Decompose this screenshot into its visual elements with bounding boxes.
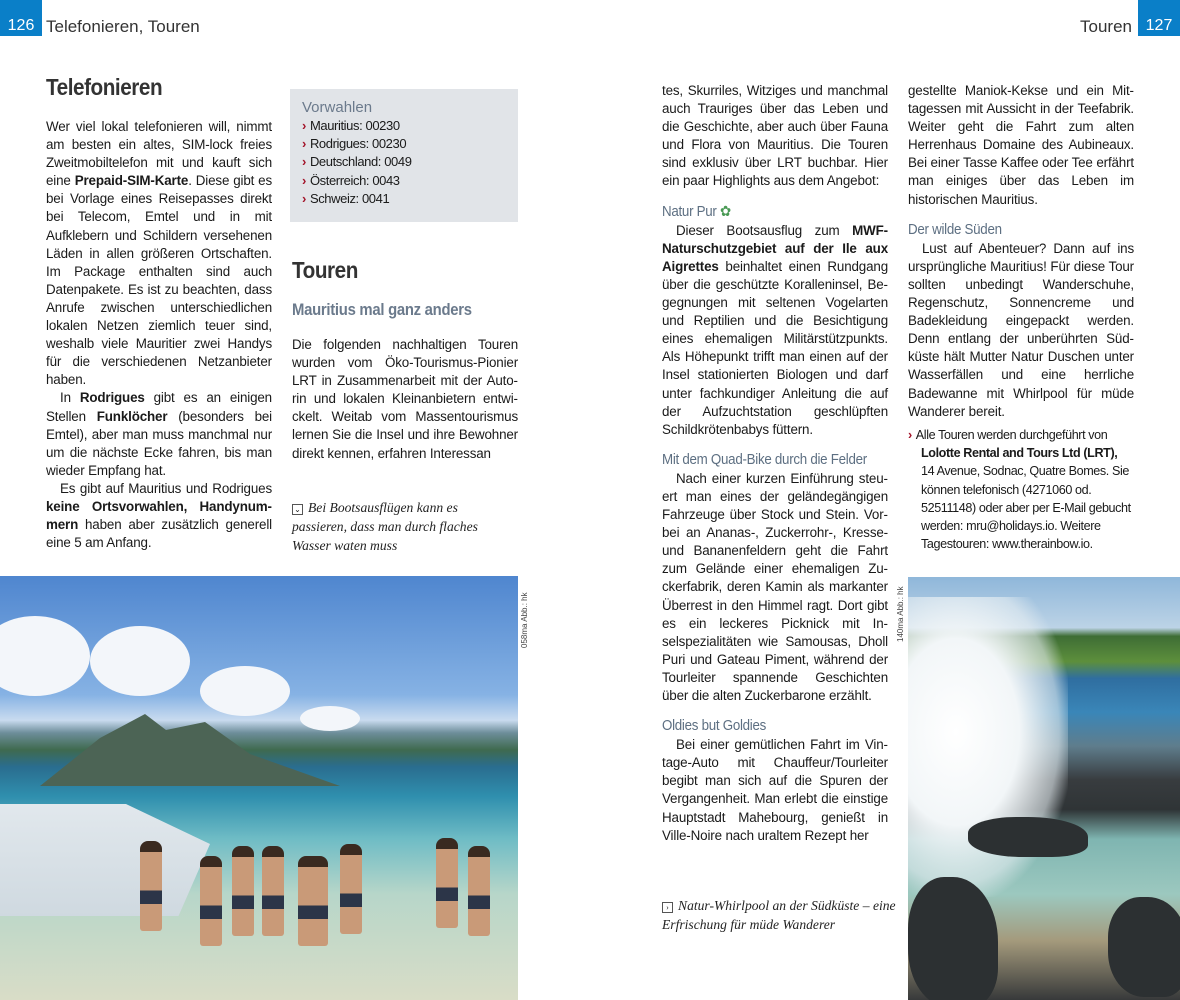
photo-boat-excursion [0, 576, 518, 1000]
photo-credit-right: 140ma Abb.: hk [896, 586, 905, 642]
text-run: Nach einer kurzen Einführung steuert man eines der geländegängigen Fahrzeuge über Stock und Stein. Vorbei an Ananas-, Zuckerrohr-, Kresse- und Bananenfeldern geht die Fahrt zum Gelände einer ehemaligen Zuckerfabrik, deren Kamin als markanter Überrest in den Himmel ragt. Dort gibt es ein leckeres Picknick mit Inselspezialitäten wie Samousas, Dholl Puri und Gateau Piment, während der Tourleiter spannende Geschichten über die alten Zuckerbarone erzählt. [662, 470, 888, 703]
chevron-right-icon: › [302, 172, 306, 188]
paragraph [662, 470, 888, 705]
text-run: In [60, 390, 80, 406]
text-run: Lust auf Abenteuer? Dann auf ins ursprüngliche Mauritius! Für diese Tour sollten unbedingt Wanderschuhe, Regenschutz, Sonnencreme und Badekleidung eingepackt werden. Denn entlang der unberührten Südküste hält Mutter Natur Duschen unter Wasserfällen und eine herrliche Badewanne mit Whirlpool für müde Wanderer bereit. [908, 240, 1134, 419]
info-company: Lolotte Rental and Tours Ltd (LRT), [921, 446, 1118, 461]
vorwahl-item [302, 172, 506, 190]
caption-text: Natur-Whirlpool an der Südküste – eine Erfrischung für müde Wanderer [662, 898, 896, 932]
tour-subheading [908, 221, 1116, 239]
paragraph [662, 736, 888, 845]
page-number-right: 127 [1138, 0, 1180, 36]
paragraph [662, 222, 888, 439]
info-intro: Alle Touren werden durchgeführt von [915, 428, 1108, 442]
bold-term: Funklöcher [96, 408, 168, 424]
chevron-down-box-icon: ⌄ [292, 504, 303, 515]
vorwahl-item [302, 135, 506, 153]
page-number-left: 126 [0, 0, 42, 36]
vorwahl-text: Schweiz: 0041 [309, 190, 390, 206]
text-run: . Diese gibt es bei Vorlage eines Reisepasses direkt bei Telecom, Emtel und in mit Aufklebern und Schildern versehenen Läden in allen größeren Ortschaften. Im Package enthalten sind auch Datenpakete. Es ist zu beachten, dass Anrufe zwischen unterschiedlichen lokalen Netzen ziemlich teuer sind, weshalb viele Mauritier zwei Handys für die verschiedenen Netzanbieter haben. [46, 173, 272, 388]
vorwahl-item [302, 153, 506, 171]
photo-natural-whirlpool [908, 577, 1180, 1000]
vorwahl-text: Rodrigues: 00230 [309, 136, 407, 152]
chevron-right-box-icon: › [662, 902, 673, 913]
chevron-right-icon: › [302, 154, 306, 170]
photo-caption-right [662, 896, 902, 934]
info-contact: 14 Avenue, Sodnac, Quatre Bomes. Sie können telefonisch (4271060 od. 52511148) oder aber per E-Mail gebucht werden: mru@holidays.io. Weitere Tagestouren: www.therainbow.io. [921, 464, 1131, 552]
caption-text: Bei Bootsausflügen kann es passieren, dass man durch flaches Wasser waten muss [292, 500, 478, 553]
vorwahlen-title: Vorwahlen [302, 99, 373, 116]
chevron-right-icon: › [302, 136, 306, 152]
touren-intro-text [292, 336, 518, 463]
subheading-text: Der wilde Süden [908, 221, 1002, 238]
subheading-text: Mit dem Quad-Bike durch die Felder [662, 451, 867, 468]
subheading-text: Natur Pur [662, 203, 717, 220]
text-run: Bei einer gemütlichen Fahrt im Vintage-Auto mit Chauffeur/Tourleiter begibt man sich auf die Spuren der Vergangenheit. Man erlebt die einstige Hauptstadt Mahebourg, genießt in Ville-Noire nach uraltem Rezept her [662, 737, 888, 843]
paragraph [292, 336, 518, 463]
vorwahl-text: Österreich: 0043 [309, 172, 400, 188]
text-run: beinhaltet einen Rundgang über die geschützte Koralleninsel, Begegnungen mit seltenen Vogelarten und Reptilien und die Besichtigung eines ehemaligen Militärstützpunkts. Als Höhepunkt trifft man einen auf der Insel stationierten Biologen und darf unter fachkundiger Anleitung die auf der Aufzuchtstation geschlüpften Schildkrötenbabys füttern. [662, 258, 888, 437]
vorwahl-item [302, 190, 506, 208]
bold-term: keine Ortsvorwahlen, Handynummern [46, 498, 272, 533]
right-column-1 [662, 82, 888, 845]
telefonieren-text [46, 118, 272, 552]
running-title-left: Telefonieren, Touren [46, 17, 200, 36]
tour-subheading [662, 203, 870, 221]
chevron-right-icon: › [302, 118, 306, 133]
chevron-right-icon: › [908, 428, 912, 442]
heading-touren: Touren [292, 257, 358, 283]
text-run: (besonders bei Emtel), aber man muss manchmal nur um die nächste Ecke fahren, bis man wieder Empfang hat. [46, 408, 272, 478]
paragraph [908, 82, 1134, 209]
right-column-2 [908, 82, 1134, 421]
bold-term: MWF-Naturschutzgebiet auf der Ile aux Aigrettes [662, 222, 888, 274]
vorwahl-text: Deutschland: 0049 [309, 154, 412, 170]
eco-leaf-icon: ✿ [720, 203, 731, 220]
tour-operator-info [908, 426, 1134, 553]
text-run: gestellte Maniok-Kekse und ein Mittagessen mit Aussicht in der Teefabrik. Weiter geht die Fahrt zum alten Herrenhaus Domaine des Aubineaux. Bei einer Tasse Kaffee oder Tee erfährt man einiges über das Leben im historischen Mauritius. [908, 83, 1134, 207]
tour-subheading [662, 451, 870, 469]
paragraph [46, 480, 272, 552]
text-run: Wer viel lokal telefonieren will, nimmt am besten ein altes, SIM-lock freies Zweitmobiltelefon mit und kauft sich eine [46, 119, 272, 189]
text-run: haben aber zusätzlich generell eine 5 am Anfang. [46, 517, 272, 551]
bold-term: Prepaid-SIM-Karte [74, 173, 189, 189]
vorwahl-item [302, 117, 506, 135]
subheading-mauritius: Mauritius mal ganz anders [292, 301, 472, 319]
paragraph [908, 240, 1134, 421]
chevron-right-icon: › [302, 190, 306, 206]
text-run: Die folgenden nachhaltigen Touren wurden vom Öko-Tourismus-Pionier LRT in Zusammenarbeit mit der Autorin und lokalen Kleinanbietern entwickelt. Weitab vom Massentourismus lernen Sie die Insel und ihre Bewohner direkt kennen, erfahren Interessan [292, 337, 518, 461]
heading-telefonieren: Telefonieren [46, 74, 163, 100]
paragraph [46, 389, 272, 479]
paragraph [662, 82, 888, 191]
tour-subheading [662, 717, 870, 735]
running-title-right: Touren [1080, 17, 1132, 36]
subheading-text: Oldies but Goldies [662, 718, 767, 735]
text-run: Es gibt auf Mauritius und Rodrigues [60, 480, 272, 496]
photo-caption-left [292, 498, 492, 555]
text-run: gibt es an einigen Stellen [46, 390, 272, 424]
paragraph [46, 118, 272, 389]
photo-credit-left: 058ma Abb.: hk [520, 592, 529, 648]
bold-term: Rodrigues [79, 390, 145, 406]
vorwahl-text: Mauritius: 00230 [309, 118, 400, 133]
text-run: Dieser Bootsausflug zum [676, 222, 853, 238]
text-run: tes, Skurriles, Witziges und manchmal auch Trauriges über das Leben und die Geschichte, aber auch über Fauna und Flora von Mauritius. Die Touren sind exklusiv über LRT buchbar. Hier ein paar Highlights aus dem Angebot: [662, 83, 888, 189]
vorwahlen-box [290, 89, 518, 222]
